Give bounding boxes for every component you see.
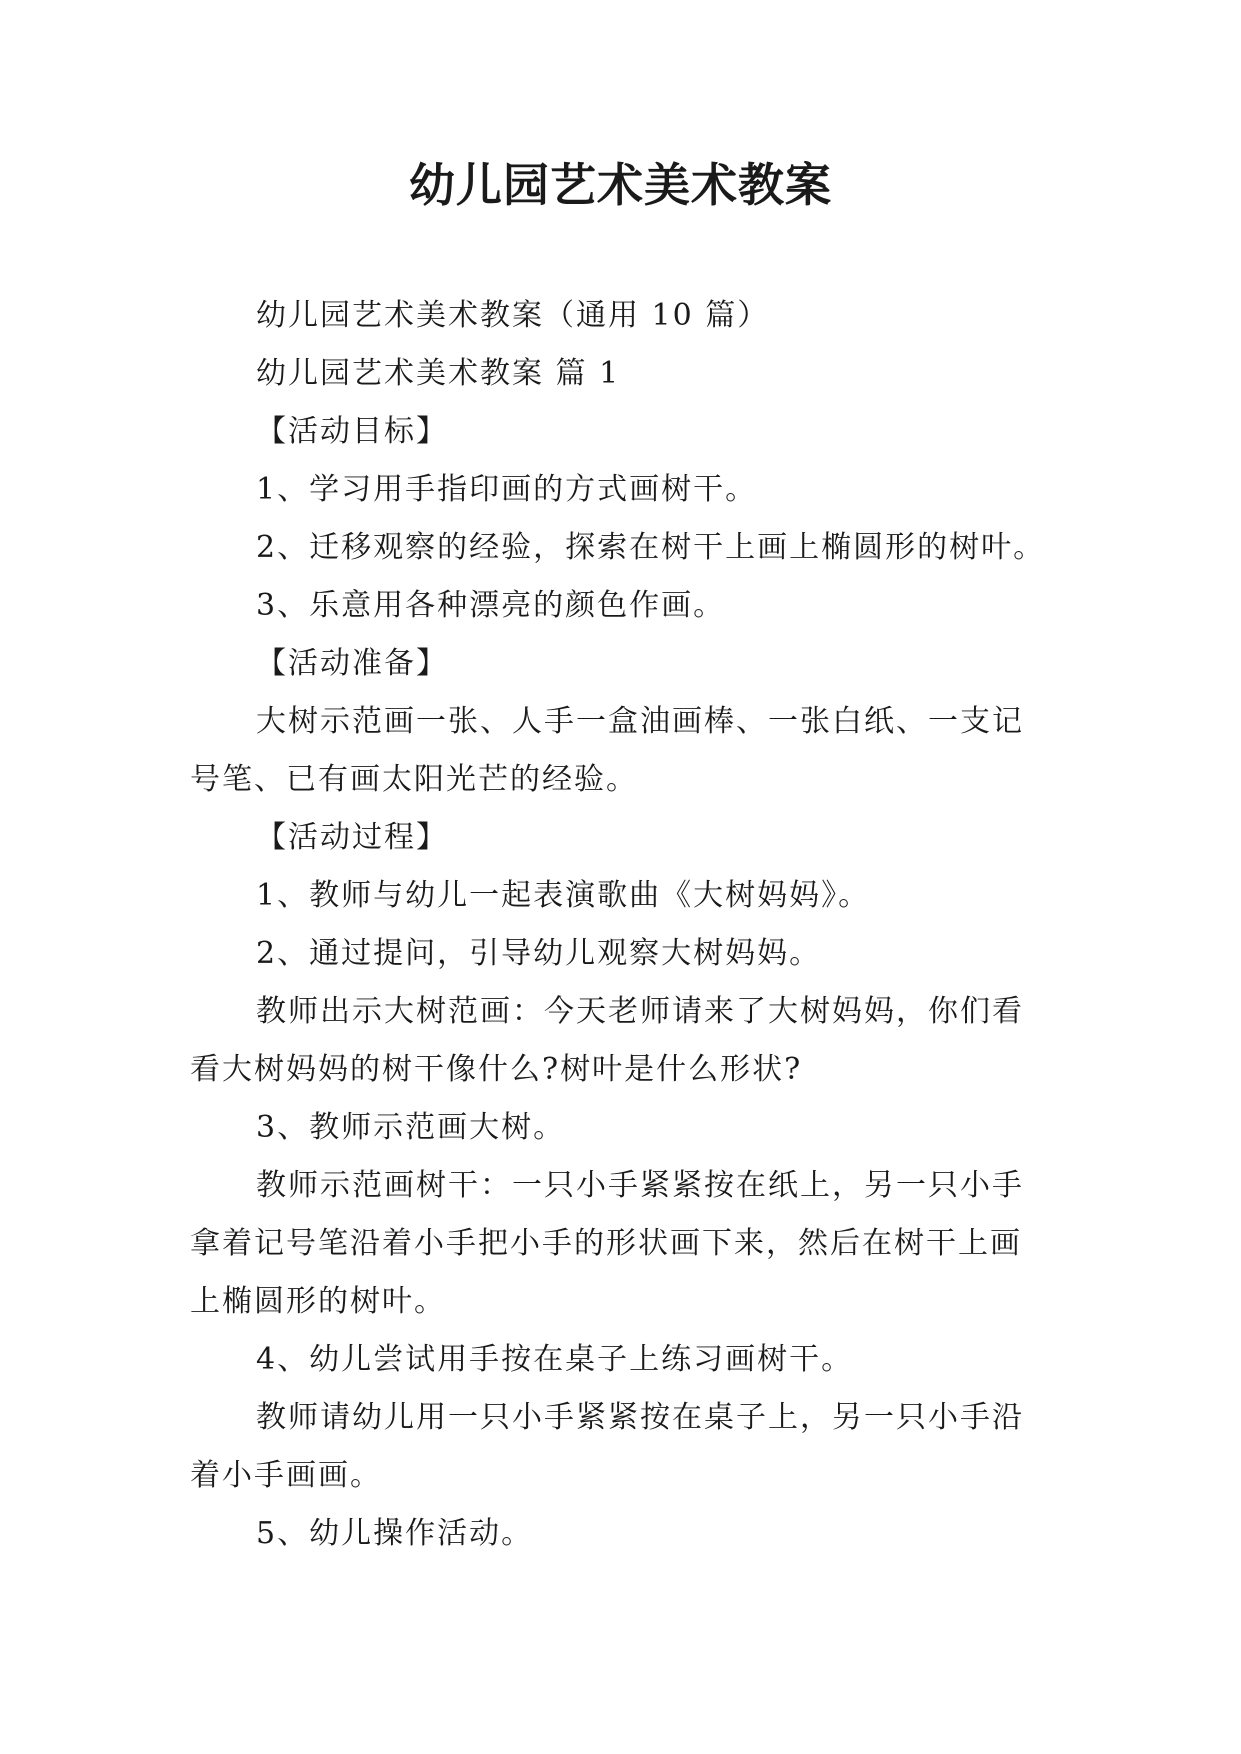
paragraph-goal-1: 1、学习用手指印画的方式画树干。 [256,472,758,507]
paragraph-step-3-detail: 教师示范画树干：一只小手紧紧按在纸上，另一只小手拿着记号笔沿着小手把小手的形状画下来，然后在树干上画上椭圆形的树叶。 [190,1168,1024,1319]
document-body [190,287,1060,1563]
paragraph-step-5: 5、幼儿操作活动。 [256,1516,534,1551]
paragraph-step-2-detail: 教师出示大树范画：今天老师请来了大树妈妈，你们看看大树妈妈的树干像什么?树叶是什么形状? [190,994,1024,1087]
paragraph-section-heading: 幼儿园艺术美术教案 篇 1 [256,356,621,391]
paragraph-activity-goals-heading: 【活动目标】 [256,414,448,449]
paragraph-step-4-detail: 教师请幼儿用一只小手紧紧按在桌子上，另一只小手沿着小手画画。 [190,1400,1024,1493]
paragraph-goal-3: 3、乐意用各种漂亮的颜色作画。 [256,588,726,623]
paragraph-step-2: 2、通过提问，引导幼儿观察大树妈妈。 [256,936,822,971]
paragraph-goal-2: 2、迁移观察的经验，探索在树干上画上椭圆形的树叶。 [256,530,1046,565]
paragraph-activity-process-heading: 【活动过程】 [256,820,448,855]
paragraph-step-1: 1、教师与幼儿一起表演歌曲《大树妈妈》。 [256,878,871,913]
document-title: 幼儿园艺术美术教案 [409,158,832,212]
paragraph-subtitle: 幼儿园艺术美术教案（通用 10 篇） [256,298,770,333]
paragraph-prep-materials: 大树示范画一张、人手一盒油画棒、一张白纸、一支记号笔、已有画太阳光芒的经验。 [190,704,1024,797]
paragraph-step-3: 3、教师示范画大树。 [256,1110,566,1145]
paragraph-activity-prep-heading: 【活动准备】 [256,646,448,681]
paragraph-step-4: 4、幼儿尝试用手按在桌子上练习画树干。 [256,1342,854,1377]
